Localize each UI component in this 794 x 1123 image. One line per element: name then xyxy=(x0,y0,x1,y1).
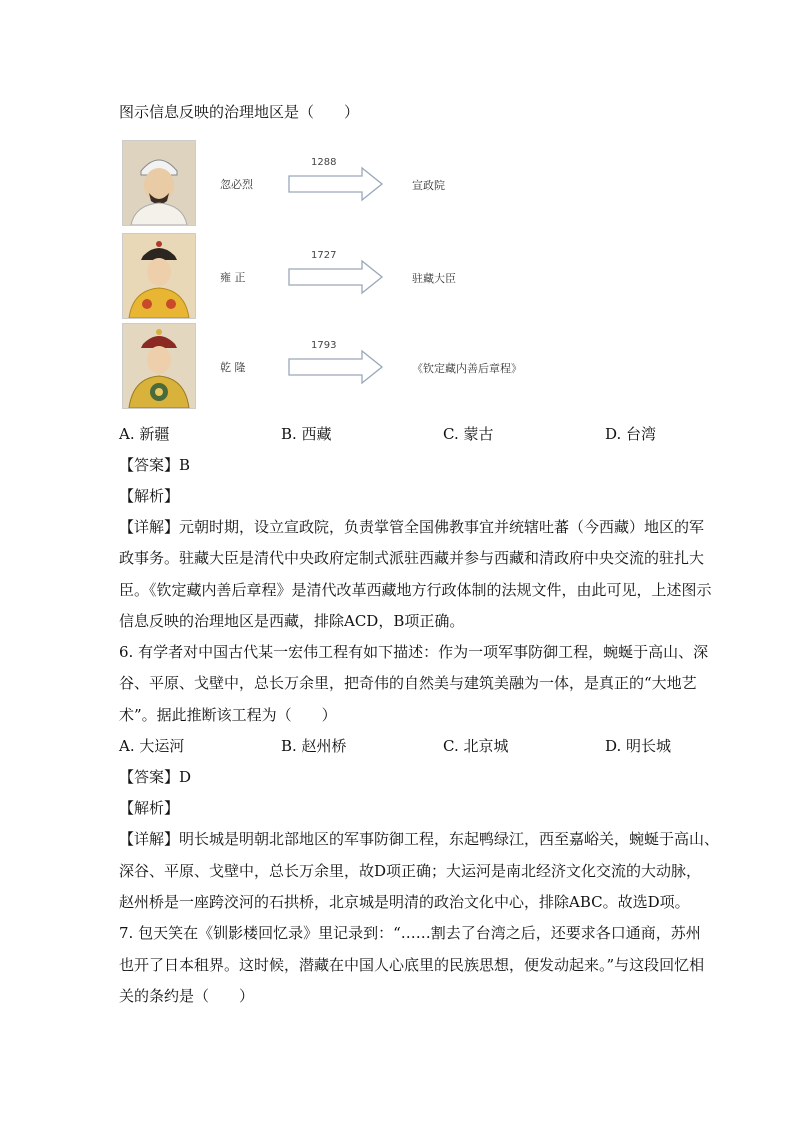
q6-option-d: D. 明长城 xyxy=(605,737,672,755)
q5-detail-line: 政事务。驻藏大臣是清代中央政府定制式派驻西藏并参与西藏和清政府中央交流的驻扎大 xyxy=(119,549,705,567)
q6-analysis-title: 【解析】 xyxy=(119,799,180,817)
q7-stem-line: 关的条约是（ ） xyxy=(119,987,255,1005)
arrow-icon xyxy=(288,349,384,385)
kublai-portrait xyxy=(122,140,196,226)
q7-stem-line: 也开了日本租界。这时候，潜藏在中国人心底里的民族思想，便发动起来。”与这段回忆相 xyxy=(119,956,705,974)
q5-detail-line: 【详解】元朝时期，设立宣政院，负责掌管全国佛教事宜并统辖吐蕃（今西藏）地区的军 xyxy=(119,518,705,536)
figure-result: 宣政院 xyxy=(412,179,445,192)
arrow-icon xyxy=(288,259,384,295)
q5-option-a: A. 新疆 xyxy=(119,425,170,443)
figure-year: 1793 xyxy=(311,340,337,351)
q6-option-a: A. 大运河 xyxy=(119,737,185,755)
q5-detail-line: 信息反映的治理地区是西藏，排除ACD，B项正确。 xyxy=(119,612,465,630)
q6-stem-line: 谷、平原、戈壁中，总长万余里，把奇伟的自然美与建筑美融为一体，是真正的“大地艺 xyxy=(119,674,697,692)
q7-stem-line: 7. 包天笑在《钏影楼回忆录》里记录到：“……割去了台湾之后，还要求各口通商，苏州 xyxy=(119,924,701,942)
figure-name: 雍 正 xyxy=(220,271,246,284)
q5-answer: 【答案】B xyxy=(119,456,191,474)
figure-result: 驻藏大臣 xyxy=(412,272,456,285)
q6-stem-line: 术”。据此推断该工程为（ ） xyxy=(119,706,337,724)
q6-detail-line: 深谷、平原、戈壁中，总长万余里，故D项正确；大运河是南北经济文化交流的大动脉， xyxy=(119,862,702,880)
q6-stem-line: 6. 有学者对中国古代某一宏伟工程有如下描述：作为一项军事防御工程，蜿蜒于高山、深 xyxy=(119,643,709,661)
figure-result: 《钦定藏内善后章程》 xyxy=(412,362,522,375)
q6-detail-line: 【详解】明长城是明朝北部地区的军事防御工程，东起鸭绿江，西至嘉峪关，蜿蜒于高山、 xyxy=(119,830,720,848)
figure-year: 1727 xyxy=(311,250,337,261)
figure-row xyxy=(122,140,602,224)
figure-year: 1288 xyxy=(311,157,337,168)
q5-option-c: C. 蒙古 xyxy=(443,425,494,443)
q5-analysis-title: 【解析】 xyxy=(119,487,180,505)
qianlong-portrait xyxy=(122,323,196,409)
q6-option-c: C. 北京城 xyxy=(443,737,509,755)
q6-option-b: B. 赵州桥 xyxy=(281,737,347,755)
q5-option-d: D. 台湾 xyxy=(605,425,657,443)
figure-row xyxy=(122,323,602,407)
yongzheng-portrait xyxy=(122,233,196,319)
q6-answer: 【答案】D xyxy=(119,768,192,786)
figure-name: 忽必烈 xyxy=(220,178,253,191)
q5-stem: 图示信息反映的治理地区是（ ） xyxy=(119,103,360,121)
q5-option-b: B. 西藏 xyxy=(281,425,332,443)
q6-detail-line: 赵州桥是一座跨洨河的石拱桥，北京城是明清的政治文化中心，排除ABC。故选D项。 xyxy=(119,893,690,911)
figure-name: 乾 隆 xyxy=(220,361,246,374)
figure-row xyxy=(122,233,602,317)
q5-detail-line: 臣。《钦定藏内善后章程》是清代改革西藏地方行政体制的法规文件，由此可见，上述图示 xyxy=(119,581,712,599)
arrow-icon xyxy=(288,166,384,202)
